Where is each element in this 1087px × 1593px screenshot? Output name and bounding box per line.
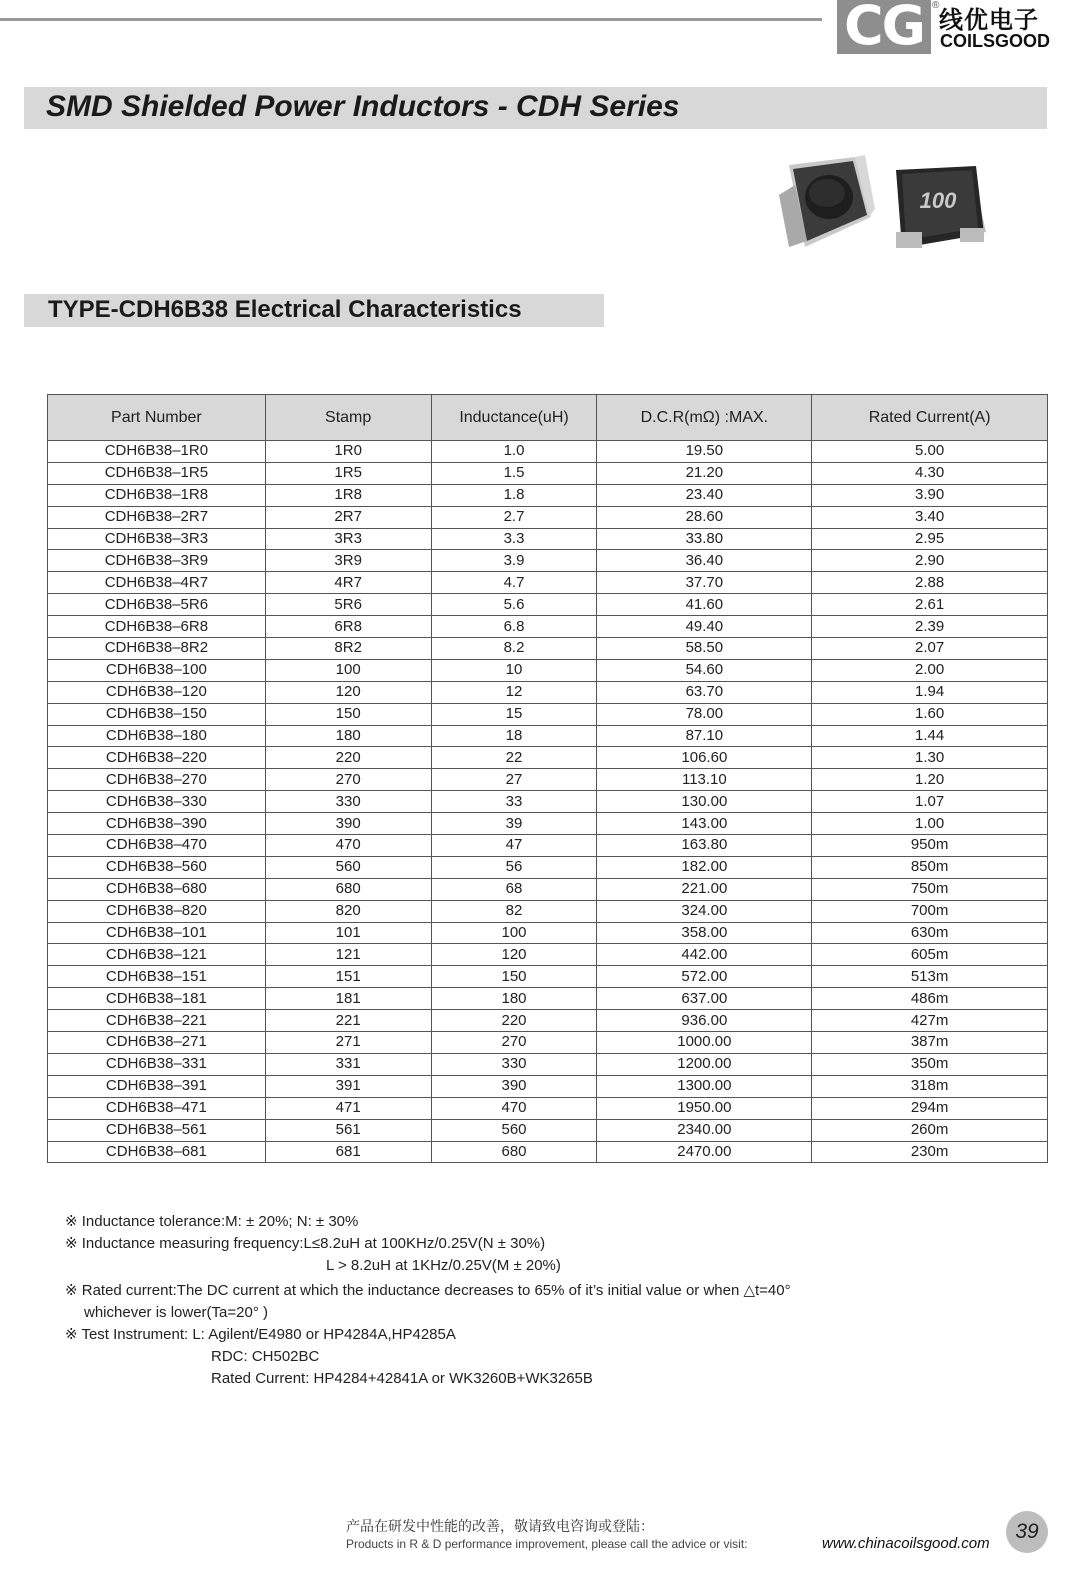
cell-stamp: 4R7 (265, 572, 431, 594)
cell-part-number: CDH6B38–5R6 (48, 594, 266, 616)
cell-dcr: 163.80 (597, 835, 812, 857)
note-rated-current: ※ Rated current:The DC current at which the inductance decreases to 65% of it’s initial value or when △t=40° (65, 1282, 791, 1299)
cell-dcr: 1300.00 (597, 1075, 812, 1097)
table-row (48, 1119, 1048, 1141)
cell-rated-current: 294m (812, 1097, 1048, 1119)
cell-stamp: 5R6 (265, 594, 431, 616)
cell-part-number: CDH6B38–470 (48, 835, 266, 857)
cell-rated-current: 230m (812, 1141, 1048, 1163)
cell-dcr: 1000.00 (597, 1032, 812, 1054)
table-row (48, 878, 1048, 900)
cell-part-number: CDH6B38–560 (48, 856, 266, 878)
cell-stamp: 270 (265, 769, 431, 791)
cell-rated-current: 2.95 (812, 528, 1048, 550)
cell-inductance: 12 (431, 681, 597, 703)
cell-rated-current: 605m (812, 944, 1048, 966)
cell-stamp: 330 (265, 791, 431, 813)
table-row (48, 681, 1048, 703)
cell-inductance: 33 (431, 791, 597, 813)
cell-stamp: 820 (265, 900, 431, 922)
cell-stamp: 680 (265, 878, 431, 900)
col-part-number: Part Number (48, 395, 266, 441)
cell-part-number: CDH6B38–330 (48, 791, 266, 813)
notes-block (65, 1211, 791, 1390)
cell-rated-current: 3.90 (812, 484, 1048, 506)
cell-dcr: 41.60 (597, 594, 812, 616)
cell-inductance: 47 (431, 835, 597, 857)
cell-dcr: 106.60 (597, 747, 812, 769)
cell-rated-current: 350m (812, 1053, 1048, 1075)
cell-dcr: 113.10 (597, 769, 812, 791)
inductor-right-image (896, 166, 986, 248)
cell-dcr: 1950.00 (597, 1097, 812, 1119)
table-row (48, 791, 1048, 813)
table-row (48, 1141, 1048, 1163)
cell-part-number: CDH6B38–221 (48, 1010, 266, 1032)
table-row (48, 835, 1048, 857)
table-row (48, 769, 1048, 791)
cell-part-number: CDH6B38–271 (48, 1032, 266, 1054)
logo-letters: CG (844, 0, 924, 57)
cell-dcr: 23.40 (597, 484, 812, 506)
cell-inductance: 180 (431, 988, 597, 1010)
footer-website-link[interactable]: www.chinacoilsgood.com (822, 1535, 990, 1552)
inductor-left-image (779, 155, 875, 247)
cell-dcr: 2340.00 (597, 1119, 812, 1141)
cell-inductance: 5.6 (431, 594, 597, 616)
table-row (48, 1032, 1048, 1054)
cell-part-number: CDH6B38–3R3 (48, 528, 266, 550)
inductor-stamp-text: 100 (919, 188, 957, 213)
cell-part-number: CDH6B38–471 (48, 1097, 266, 1119)
table-row (48, 966, 1048, 988)
table-row (48, 856, 1048, 878)
table-header-row (48, 395, 1048, 441)
cell-inductance: 82 (431, 900, 597, 922)
table-row (48, 506, 1048, 528)
table-row (48, 462, 1048, 484)
cell-dcr: 143.00 (597, 813, 812, 835)
cell-rated-current: 950m (812, 835, 1048, 857)
cell-stamp: 391 (265, 1075, 431, 1097)
cell-rated-current: 318m (812, 1075, 1048, 1097)
cell-rated-current: 700m (812, 900, 1048, 922)
cell-dcr: 19.50 (597, 441, 812, 463)
table-row (48, 528, 1048, 550)
table-row (48, 747, 1048, 769)
cell-stamp: 1R8 (265, 484, 431, 506)
table-row (48, 1097, 1048, 1119)
cell-dcr: 130.00 (597, 791, 812, 813)
cell-rated-current: 850m (812, 856, 1048, 878)
cell-part-number: CDH6B38–1R8 (48, 484, 266, 506)
cell-dcr: 221.00 (597, 878, 812, 900)
cell-part-number: CDH6B38–331 (48, 1053, 266, 1075)
table-row (48, 572, 1048, 594)
cell-part-number: CDH6B38–4R7 (48, 572, 266, 594)
cell-part-number: CDH6B38–270 (48, 769, 266, 791)
cell-stamp: 3R9 (265, 550, 431, 572)
cell-dcr: 36.40 (597, 550, 812, 572)
logo-mark (837, 0, 931, 57)
cell-rated-current: 1.00 (812, 813, 1048, 835)
cell-stamp: 681 (265, 1141, 431, 1163)
header-rule (0, 18, 822, 21)
cell-rated-current: 427m (812, 1010, 1048, 1032)
cell-stamp: 271 (265, 1032, 431, 1054)
logo-registered-mark: ® (932, 0, 940, 11)
cell-dcr: 637.00 (597, 988, 812, 1010)
table-row (48, 900, 1048, 922)
note-rated-current-cont: whichever is lower(Ta=20° ) (84, 1304, 268, 1321)
cell-inductance: 1.0 (431, 441, 597, 463)
cell-inductance: 22 (431, 747, 597, 769)
footer-chinese-text: 产品在研发中性能的改善，敬请致电咨询或登陆： (346, 1519, 654, 1535)
cell-dcr: 28.60 (597, 506, 812, 528)
note-tolerance: ※ Inductance tolerance:M: ± 20%; N: ± 30% (65, 1213, 359, 1230)
cell-rated-current: 4.30 (812, 462, 1048, 484)
table-row (48, 813, 1048, 835)
cell-part-number: CDH6B38–220 (48, 747, 266, 769)
cell-stamp: 120 (265, 681, 431, 703)
cell-inductance: 270 (431, 1032, 597, 1054)
cell-part-number: CDH6B38–820 (48, 900, 266, 922)
cell-stamp: 100 (265, 659, 431, 681)
cell-stamp: 6R8 (265, 616, 431, 638)
cell-part-number: CDH6B38–120 (48, 681, 266, 703)
cell-rated-current: 1.60 (812, 703, 1048, 725)
cell-part-number: CDH6B38–390 (48, 813, 266, 835)
cell-part-number: CDH6B38–101 (48, 922, 266, 944)
cell-stamp: 151 (265, 966, 431, 988)
type-section-bar (24, 294, 604, 327)
cell-inductance: 39 (431, 813, 597, 835)
cell-stamp: 560 (265, 856, 431, 878)
cell-inductance: 56 (431, 856, 597, 878)
cell-stamp: 220 (265, 747, 431, 769)
cell-rated-current: 1.20 (812, 769, 1048, 791)
note-frequency: ※ Inductance measuring frequency:L≤8.2uH at 100KHz/0.25V(N ± 30%) (65, 1235, 546, 1252)
cell-inductance: 470 (431, 1097, 597, 1119)
cell-inductance: 1.8 (431, 484, 597, 506)
cell-inductance: 3.9 (431, 550, 597, 572)
cell-inductance: 8.2 (431, 638, 597, 660)
cell-stamp: 561 (265, 1119, 431, 1141)
cell-inductance: 3.3 (431, 528, 597, 550)
cell-rated-current: 1.94 (812, 681, 1048, 703)
type-title: TYPE-CDH6B38 Electrical Characteristics (48, 296, 522, 323)
cell-rated-current: 630m (812, 922, 1048, 944)
series-title: SMD Shielded Power Inductors - CDH Series (46, 90, 680, 123)
cell-dcr: 63.70 (597, 681, 812, 703)
col-stamp: Stamp (265, 395, 431, 441)
cell-dcr: 572.00 (597, 966, 812, 988)
cell-inductance: 390 (431, 1075, 597, 1097)
col-inductance: Inductance(uH) (431, 395, 597, 441)
note-rated-current-instrument: Rated Current: HP4284+42841A or WK3260B+WK3265B (211, 1370, 593, 1387)
cell-dcr: 58.50 (597, 638, 812, 660)
table-row (48, 1010, 1048, 1032)
cell-rated-current: 2.88 (812, 572, 1048, 594)
cell-stamp: 470 (265, 835, 431, 857)
cell-dcr: 936.00 (597, 1010, 812, 1032)
cell-inductance: 150 (431, 966, 597, 988)
product-photo (770, 150, 1000, 260)
page-number: 39 (1006, 1511, 1048, 1553)
table-row (48, 725, 1048, 747)
cell-rated-current: 260m (812, 1119, 1048, 1141)
cell-stamp: 1R0 (265, 441, 431, 463)
cell-stamp: 180 (265, 725, 431, 747)
cell-inductance: 1.5 (431, 462, 597, 484)
table-row (48, 550, 1048, 572)
cell-part-number: CDH6B38–1R0 (48, 441, 266, 463)
cell-stamp: 390 (265, 813, 431, 835)
cell-dcr: 1200.00 (597, 1053, 812, 1075)
cell-stamp: 101 (265, 922, 431, 944)
cell-dcr: 2470.00 (597, 1141, 812, 1163)
cell-dcr: 54.60 (597, 659, 812, 681)
cell-dcr: 78.00 (597, 703, 812, 725)
cell-part-number: CDH6B38–680 (48, 878, 266, 900)
cell-part-number: CDH6B38–561 (48, 1119, 266, 1141)
cell-rated-current: 5.00 (812, 441, 1048, 463)
cell-dcr: 49.40 (597, 616, 812, 638)
cell-rated-current: 387m (812, 1032, 1048, 1054)
table-row (48, 1075, 1048, 1097)
table-row (48, 944, 1048, 966)
table-row (48, 594, 1048, 616)
cell-stamp: 121 (265, 944, 431, 966)
table-row (48, 1053, 1048, 1075)
col-rated-current: Rated Current(A) (812, 395, 1048, 441)
cell-stamp: 331 (265, 1053, 431, 1075)
table-row (48, 659, 1048, 681)
table-row (48, 638, 1048, 660)
cell-inductance: 18 (431, 725, 597, 747)
cell-dcr: 33.80 (597, 528, 812, 550)
cell-stamp: 2R7 (265, 506, 431, 528)
cell-part-number: CDH6B38–681 (48, 1141, 266, 1163)
cell-inductance: 560 (431, 1119, 597, 1141)
cell-rated-current: 3.40 (812, 506, 1048, 528)
table-row (48, 616, 1048, 638)
table-row (48, 441, 1048, 463)
table-row (48, 703, 1048, 725)
cell-part-number: CDH6B38–121 (48, 944, 266, 966)
cell-stamp: 471 (265, 1097, 431, 1119)
table-row (48, 922, 1048, 944)
cell-dcr: 37.70 (597, 572, 812, 594)
cell-dcr: 21.20 (597, 462, 812, 484)
cell-rated-current: 486m (812, 988, 1048, 1010)
cell-part-number: CDH6B38–100 (48, 659, 266, 681)
cell-inductance: 680 (431, 1141, 597, 1163)
cell-rated-current: 1.07 (812, 791, 1048, 813)
cell-dcr: 182.00 (597, 856, 812, 878)
cell-stamp: 150 (265, 703, 431, 725)
cell-inductance: 120 (431, 944, 597, 966)
cell-part-number: CDH6B38–1R5 (48, 462, 266, 484)
cell-inductance: 27 (431, 769, 597, 791)
cell-inductance: 10 (431, 659, 597, 681)
cell-rated-current: 2.07 (812, 638, 1048, 660)
cell-part-number: CDH6B38–180 (48, 725, 266, 747)
cell-stamp: 181 (265, 988, 431, 1010)
cell-part-number: CDH6B38–151 (48, 966, 266, 988)
cell-dcr: 324.00 (597, 900, 812, 922)
cell-part-number: CDH6B38–6R8 (48, 616, 266, 638)
note-frequency-cont: L > 8.2uH at 1KHz/0.25V(M ± 20%) (326, 1257, 561, 1274)
note-rdc-instrument: RDC: CH502BC (211, 1348, 320, 1365)
cell-part-number: CDH6B38–3R9 (48, 550, 266, 572)
cell-inductance: 68 (431, 878, 597, 900)
cell-inductance: 6.8 (431, 616, 597, 638)
series-banner (24, 87, 1047, 129)
cell-dcr: 442.00 (597, 944, 812, 966)
cell-rated-current: 2.00 (812, 659, 1048, 681)
cell-rated-current: 1.44 (812, 725, 1048, 747)
cell-inductance: 220 (431, 1010, 597, 1032)
table-row (48, 484, 1048, 506)
logo-english-name: COILSGOOD (940, 31, 1051, 51)
logo-chinese-name: 线优电子 (939, 6, 1039, 34)
cell-part-number: CDH6B38–181 (48, 988, 266, 1010)
electrical-characteristics-table (47, 394, 1048, 1163)
note-test-instrument: ※ Test Instrument: L: Agilent/E4980 or HP4284A,HP4285A (65, 1326, 456, 1343)
cell-rated-current: 1.30 (812, 747, 1048, 769)
col-dcr: D.C.R(mΩ) :MAX. (597, 395, 812, 441)
cell-rated-current: 2.90 (812, 550, 1048, 572)
cell-inductance: 15 (431, 703, 597, 725)
cell-part-number: CDH6B38–150 (48, 703, 266, 725)
footer-english-text: Products in R & D performance improvement, please call the advice or visit: (346, 1537, 748, 1551)
cell-stamp: 221 (265, 1010, 431, 1032)
cell-dcr: 87.10 (597, 725, 812, 747)
cell-inductance: 330 (431, 1053, 597, 1075)
cell-part-number: CDH6B38–8R2 (48, 638, 266, 660)
cell-dcr: 358.00 (597, 922, 812, 944)
cell-inductance: 4.7 (431, 572, 597, 594)
table-row (48, 988, 1048, 1010)
cell-rated-current: 2.61 (812, 594, 1048, 616)
cell-rated-current: 750m (812, 878, 1048, 900)
cell-stamp: 8R2 (265, 638, 431, 660)
cell-rated-current: 2.39 (812, 616, 1048, 638)
cell-inductance: 100 (431, 922, 597, 944)
cell-stamp: 1R5 (265, 462, 431, 484)
cell-stamp: 3R3 (265, 528, 431, 550)
cell-part-number: CDH6B38–2R7 (48, 506, 266, 528)
cell-inductance: 2.7 (431, 506, 597, 528)
cell-part-number: CDH6B38–391 (48, 1075, 266, 1097)
cell-rated-current: 513m (812, 966, 1048, 988)
